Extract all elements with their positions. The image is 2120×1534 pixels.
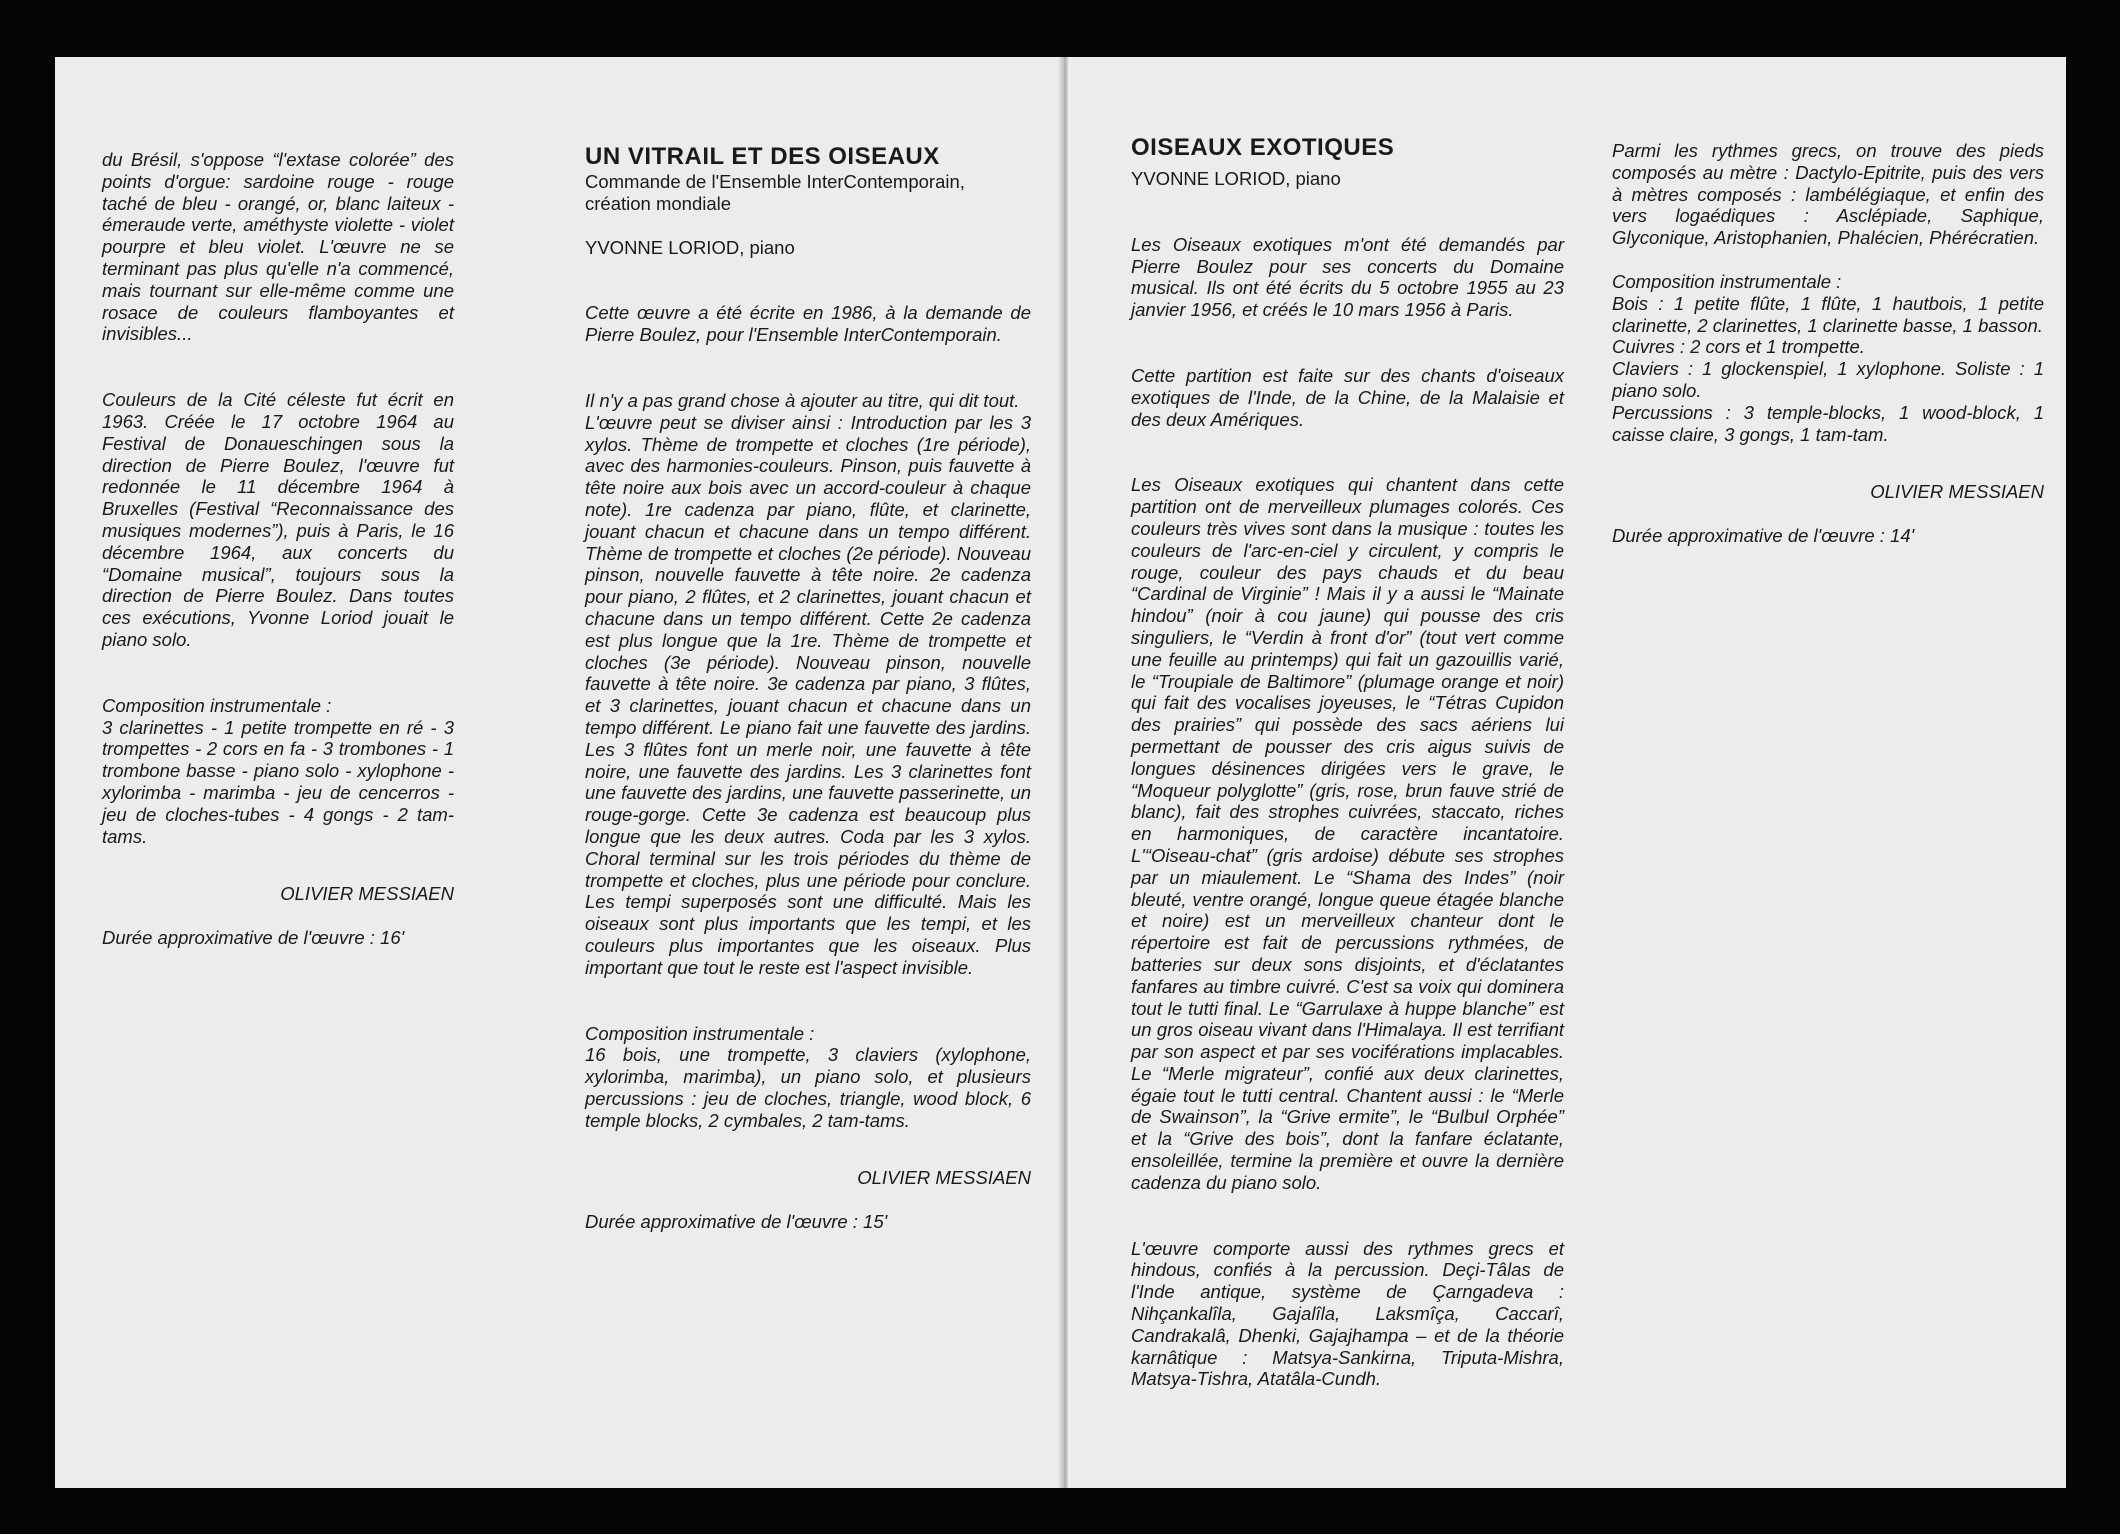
duration: Durée approximative de l'œuvre : 16' [102, 927, 405, 949]
commission-note: Commande de l'Ensemble InterContemporain, création mondiale [585, 171, 965, 214]
paragraph: L'œuvre peut se diviser ainsi : Introduction par les 3 xylos. Thème de trompette et cloches (1re période), avec des harmonies-couleurs. Pinson, puis fauvette à tête noire aux bois avec un accord-couleur à chaque note). 1re cadenza par piano, flûte, et clarinette, jouant chacun et chacune dans un tempo différent. Thème de trompette et cloches (2e période). Nouveau pinson, nouvelle fauvette à tête noire. 2e cadenza pour piano, 2 flûtes, et 2 clarinettes, jouant chacun et chacune dans un tempo différent. Cette 2e cadenza est plus longue que la 1re. Thème de trompette et cloches (3e période). Nouveau pinson, nouvelle fauvette à tête noire. 3e cadenza par piano, 3 flûtes, et 3 clarinettes, jouant chacun et chacune dans un tempo différent. Le piano fait une fauvette des jardins. Les 3 flûtes font un merle noir, une fauvette à tête noire, une fauvette des jardins. Les 3 clarinettes font une fauvette des jardins, une fauvette passerinette, un rouge-gorge. Cette 3e cadenza est beaucoup plus longue que les deux autres. Coda par les 3 xylos. Choral terminal sur les trois périodes du thème de trompette et cloches, plus une période pour conclure. Les tempi superposés sont une difficulté. Mais les oiseaux sont plus importants que les tempi, et les couleurs plus importantes que les oiseaux. Plus important que tout le reste est l'aspect invisible. [585, 411, 1031, 978]
instrumentation-title: Composition instrumentale : [102, 694, 332, 716]
right-page [1068, 57, 2066, 1488]
paragraph: Les Oiseaux exotiques m'ont été demandés par Pierre Boulez pour ses concerts du Domaine musical. Ils ont été écrits du 5 octobre 1955 au 23 janvier 1956, et créés le 10 mars 1956 à Paris. [1131, 233, 1564, 321]
instrumentation-title: Composition instrumentale : [1612, 270, 1842, 292]
instrumentation-line: Cuivres : 2 cors et 1 trompette. [1612, 336, 1865, 358]
instrumentation-body: 3 clarinettes - 1 petite trompette en ré - 3 trompettes - 2 cors en fa - 3 trombones - 1 trombone basse - piano solo - xylophone - xylorimba - marimba - jeu de cencerros - jeu de cloches-tubes - 4 gongs - 2 tam-tams. [102, 716, 454, 847]
instrumentation-line: Claviers : 1 glockenspiel, 1 xylophone. Soliste : 1 piano solo. [1612, 358, 2044, 401]
paragraph: L'œuvre comporte aussi des rythmes grecs et hindous, confiés à la percussion. Deçi-Tâlas de l'Inde antique, système de Çarngadeva : Nihçankalîla, Gajalîla, Laksmîça, Caccarî, Candrakalâ, Dhenki, Gajajhampa – et de la théorie karnâtique : Matsya-Sankirna, Triputa-Mishra, Matsya-Tishra, Atatâla-Cundh. [1131, 1237, 1564, 1390]
section-title: OISEAUX EXOTIQUES [1131, 134, 1395, 161]
performer: YVONNE LORIOD, piano [585, 236, 795, 258]
left-page-column-1 [102, 149, 454, 949]
right-page-column-1 [1131, 134, 1564, 1390]
paragraph: Cette œuvre a été écrite en 1986, à la demande de Pierre Boulez, pour l'Ensemble InterContemporain. [585, 302, 1031, 346]
left-page [55, 57, 1063, 1488]
signature: OLIVIER MESSIAEN [1870, 481, 2044, 503]
instrumentation-title: Composition instrumentale : [585, 1022, 815, 1044]
duration: Durée approximative de l'œuvre : 14' [1612, 525, 1915, 547]
duration: Durée approximative de l'œuvre : 15' [585, 1211, 888, 1233]
performer: YVONNE LORIOD, piano [1131, 168, 1341, 189]
signature: OLIVIER MESSIAEN [280, 883, 454, 905]
paragraph: Cette partition est faite sur des chants d'oiseaux exotiques de l'Inde, de la Chine, de la Malaisie et des deux Amériques. [1131, 364, 1564, 430]
instrumentation-line: Bois : 1 petite flûte, 1 flûte, 1 hautbois, 1 petite clarinette, 2 clarinettes, 1 clarinette basse, 1 basson. [1612, 292, 2044, 336]
paragraph: du Brésil, s'oppose “l'extase colorée” des points d'orgue: sardoine rouge - rouge taché de bleu - orangé, or, blanc laiteux - émeraude verte, améthyste violette - violet pourpre et bleu violet. L'œuvre ne se terminant pas plus qu'elle n'a commencé, mais tournant sur elle-même comme une rosace de couleurs flamboyantes et invisibles... [102, 149, 454, 345]
paragraph: Parmi les rythmes grecs, on trouve des pieds composés au mètre : Dactylo-Epitrite, puis des vers à mètres composés : lambélégiaque, et enfin des vers logaédiques : Asclépiade, Saphique, Glyconique, Aristophanien, Phalécien, Phérécratien. [1612, 140, 2044, 249]
paragraph: Les Oiseaux exotiques qui chantent dans cette partition ont de merveilleux plumages colorés. Ces couleurs très vives sont dans la musique : toutes les couleurs de l'arc-en-ciel y circulent, y compris le rouge, couleur des pays chauds et du beau “Cardinal de Virginie” ! Mais il y a aussi le “Mainate hindou” (noir à cou jaune) qui pousse des cris singuliers, le “Verdin à front d'or” (tout vert comme une feuille au printemps) qui fait un gazouillis varié, le “Troupiale de Baltimore” (plumage orange et noir) qui fait des vocalises joyeuses, le “Tétras Cupidon des prairies” qui possède des sacs aériens lui permettant de pousser des cris aigus suivis de longues désinences dirigées vers le grave, le “Moqueur polyglotte” (gris, rose, brun fauve strié de blanc), fait des strophes cuivrées, staccato, riches en harmoniques, de caractère incantatoire. L'“Oiseau-chat” (gris ardoise) débute ses strophes par un miaulement. Le “Shama des Indes” (noir bleuté, ventre orangé, longue queue étagée blanche et noire) est un merveilleux chanteur dont le répertoire est fait de percussions rythmées, de batteries sur deux sons disjoints, et d'éclatantes fanfares au timbre cuivré. C'est sa voix qui dominera tout le tutti final. Le “Garrulaxe à huppe blanche” est un gros oiseau vivant dans l'Himalaya. Il est terrifiant par son aspect et par ses vociférations implacables. Le “Merle migrateur”, confié aux deux clarinettes, égaie tout le tutti central. Chantent aussi : le “Merle de Swainson”, la “Grive ermite”, le “Bulbul Orphée” et la “Grive des bois”, dont la fanfare éclatante, ensoleillée, termine la première et ouvre la dernière cadenza du piano solo. [1131, 474, 1564, 1193]
instrumentation-body: 16 bois, une trompette, 3 claviers (xylophone, xylorimba, marimba), un piano solo, et plusieurs percussions : jeu de cloches, triangle, wood block, 6 temple blocks, 2 cymbales, 2 tam-tams. [585, 1044, 1031, 1131]
instrumentation-line: Percussions : 3 temple-blocks, 1 wood-block, 1 caisse claire, 3 gongs, 1 tam-tam. [1612, 401, 2044, 445]
right-page-column-2 [1612, 140, 2044, 547]
section-title: UN VITRAIL ET DES OISEAUX [585, 143, 940, 170]
left-page-column-2 [585, 143, 1031, 1233]
paragraph: Couleurs de la Cité céleste fut écrit en 1963. Créée le 17 octobre 1964 au Festival de Donaueschingen sous la direction de Pierre Boulez, l'œuvre fut redonnée le 11 décembre 1964 à Bruxelles (Festival “Reconnaissance des musiques modernes”), puis à Paris, le 16 décembre 1964, aux concerts du “Domaine musical”, toujours sous la direction de Pierre Boulez. Dans toutes ces exécutions, Yvonne Loriod jouait le piano solo. [102, 389, 454, 650]
signature: OLIVIER MESSIAEN [857, 1167, 1031, 1189]
paragraph: Il n'y a pas grand chose à ajouter au titre, qui dit tout. [585, 389, 1020, 411]
